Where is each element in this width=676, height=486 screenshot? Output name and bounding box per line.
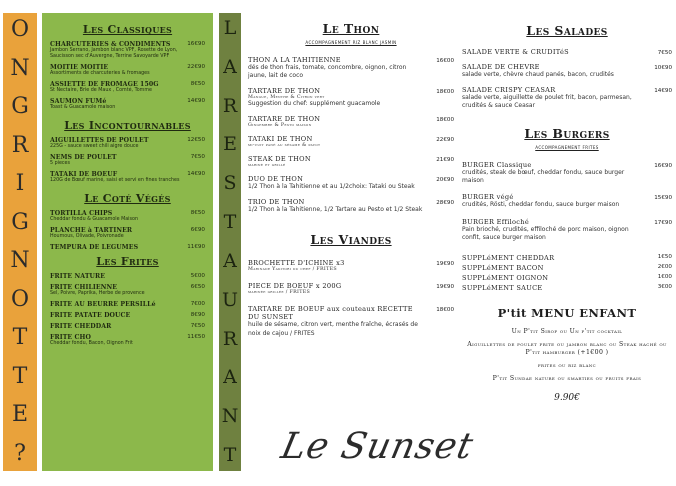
menu-item — [50, 41, 205, 60]
menu-item-name: SALADE DE CHEVRE — [462, 63, 540, 71]
section-thon — [248, 21, 454, 214]
menu-item-price: 14€90 — [654, 88, 672, 95]
supplement-item — [462, 264, 672, 272]
menu-item-text — [248, 87, 423, 108]
mains-column — [248, 13, 454, 471]
menu-item-price: 7€00 — [190, 300, 205, 307]
section-classiques — [50, 23, 205, 111]
banner-letter: R — [222, 94, 238, 117]
menu-item-text — [50, 284, 180, 297]
menu-item-desc: Toast & Guacamole maison — [50, 104, 116, 110]
menu-item-name: FRITE CHEDDAR — [50, 322, 112, 330]
section-title: Les Salades — [526, 23, 608, 38]
menu-item-name: SAUMON FUMé — [50, 97, 107, 105]
menu-item-price: 20€90 — [436, 177, 454, 184]
menu-item-desc: 1/2 Thon à la Tahitienne, 1/2 Tartare au Pesto et 1/2 Steak — [248, 206, 423, 214]
menu-item — [462, 86, 672, 110]
menu-item-name: TORTILLA CHIPS — [50, 209, 113, 217]
menu-item-price: 18€00 — [436, 307, 454, 314]
menu-item-price: 16€90 — [654, 163, 672, 170]
menu-item-text — [50, 227, 180, 240]
menu-item — [50, 301, 205, 308]
banner-letter: L — [223, 17, 237, 39]
menu-item — [50, 227, 205, 240]
section-vege — [50, 192, 205, 251]
supplement-name: SUPPLéMENT SAUCE — [462, 283, 543, 292]
banner-letter: ? — [14, 440, 26, 466]
menu-item — [50, 273, 205, 280]
menu-item-price: 22€90 — [436, 137, 454, 144]
right-column — [462, 13, 672, 471]
menu-item-text — [50, 154, 180, 167]
menu-item — [462, 48, 672, 56]
section-title: Les Viandes — [310, 232, 392, 248]
menu-item-text — [50, 137, 180, 150]
banner-letter: N — [10, 55, 30, 81]
menu-item — [248, 175, 454, 191]
menu-item — [248, 282, 454, 295]
menu-item-name: DUO DE THON — [248, 175, 304, 184]
banner-letter: T — [12, 325, 28, 351]
section-title: P'tit MENU ENFANT — [497, 305, 637, 320]
menu-item-text — [462, 86, 637, 110]
section-subtitle: accompagnement frites — [535, 145, 599, 152]
banner-letters — [219, 13, 241, 471]
menu-item-price: 19€90 — [436, 284, 454, 291]
menu-item-name: TARTARE DE THON — [248, 87, 321, 96]
banner-letter: A — [223, 249, 237, 272]
banner-letter: G — [11, 209, 29, 235]
menu-item-price: 21€90 — [436, 157, 454, 164]
banner-letter: R — [222, 327, 238, 350]
section-salades — [462, 23, 672, 110]
menu-item-price: 17€90 — [654, 219, 672, 226]
menu-item-name: FRITE PATATE DOUCE — [50, 311, 131, 319]
menu-item-text — [462, 161, 637, 185]
menu-item-desc: Houmous, Olivade, Poivronade — [50, 233, 124, 239]
menu-item-sub: mariné et grillé — [248, 163, 286, 169]
supplement-name: SUPPLéMENT OIGNON — [462, 273, 549, 282]
menu-item-desc: crudités, steak de bœuf, cheddar fondu, sauce burger maison — [462, 169, 625, 185]
menu-item-name: FRITE AU BEURRE PERSILLé — [50, 300, 156, 308]
menu-item-name: FRITE CHO — [50, 333, 91, 341]
supplement-item — [462, 284, 672, 292]
menu-item-text — [462, 193, 637, 209]
section-incontournables — [50, 119, 205, 184]
banner-letter: R — [11, 132, 29, 158]
menu-item-name: THON A LA TAHITIENNE — [248, 56, 341, 64]
section-enfant — [462, 306, 672, 403]
menu-item-text — [248, 198, 423, 214]
menu-item — [248, 87, 454, 108]
menu-item-price: 7€50 — [190, 322, 205, 329]
menu-item-sub: Gingembre & Pesto maison — [248, 123, 312, 129]
supplement-name: SUPPLéMENT CHEDDAR — [462, 253, 555, 262]
supplement-price: 1€00 — [657, 273, 672, 280]
menu-item-text — [462, 63, 637, 79]
menu-item — [248, 259, 454, 272]
menu-item-price: 14€90 — [187, 170, 205, 177]
menu-item-name: ASSIETTE DE FROMAGE 150G — [50, 80, 159, 88]
menu-item-desc: Assortiments de charcuteries & fromages — [50, 70, 150, 76]
menu-item-name: SALADE VERTE & CRUDITéS — [462, 48, 569, 56]
menu-item — [462, 161, 672, 185]
menu-item-text — [50, 81, 180, 94]
menu-item-desc: Cheddar fondu, Bacon, Oignon Frit — [50, 340, 133, 346]
banner-letter: N — [10, 248, 30, 274]
menu-item-price: 7€50 — [657, 50, 672, 56]
menu-item-text — [462, 218, 637, 242]
menu-item-name: FRITE CHILIENNE — [50, 283, 118, 291]
menu-item-name: NEMS DE POULET — [50, 153, 117, 161]
menu-item-desc: 5 pieces — [50, 160, 70, 166]
banner-letters — [3, 13, 37, 471]
menu-item-desc: dés de thon frais, tomate, concombre, oignon, citron jaune, lait de coco — [248, 64, 407, 80]
menu-item-text — [248, 305, 423, 337]
banner-letter: A — [223, 55, 237, 78]
menu-item-text — [50, 334, 180, 347]
menu-item — [248, 135, 454, 148]
menu-item-text — [248, 115, 423, 128]
menu-item — [50, 210, 205, 223]
section-title: Les Frites — [96, 254, 159, 268]
menu-item-name: PLANCHE à TARTINER — [50, 226, 133, 234]
menu-item — [462, 218, 672, 242]
menu-item-desc: Cheddar fondu & Guacamole Maison — [50, 216, 138, 222]
menu-item — [50, 334, 205, 347]
ongrignotte-banner — [3, 13, 37, 471]
menu-item-name: CHARCUTERIES & CONDIMENTS — [50, 41, 171, 48]
banner-letter: I — [15, 171, 25, 197]
menu-item-sub: Mangue, Menthe & Citron vert — [248, 95, 325, 101]
la-restaurant-banner — [219, 13, 241, 471]
menu-item-text — [50, 323, 180, 330]
banner-letter: O — [10, 17, 30, 42]
menu-item — [462, 63, 672, 79]
signature-logo: Le Sunset — [277, 426, 478, 467]
banner-letter: T — [223, 443, 237, 466]
menu-item-price: 5€00 — [190, 272, 205, 279]
banner-letter: A — [223, 366, 237, 389]
banner-letter: O — [10, 286, 30, 312]
menu-item-desc: 225G - sauce sweet chili aigre douce — [50, 143, 139, 149]
menu-item-name: BURGER Effiloché — [462, 217, 530, 226]
supplement-price: 3€00 — [657, 283, 672, 290]
menu-item — [50, 154, 205, 167]
supplement-price: 1€50 — [657, 253, 672, 260]
menu-item-price: 8€90 — [190, 311, 205, 318]
banner-letter: E — [11, 402, 29, 428]
supplement-item — [462, 274, 672, 282]
menu-item-price: 16€00 — [436, 58, 454, 64]
kids-menu-price: 9.90€ — [554, 393, 580, 404]
menu-item-name: BURGER végé — [462, 193, 514, 202]
appetizers-panel — [42, 13, 213, 471]
menu-item — [50, 81, 205, 94]
menu-item-price: 10€90 — [654, 65, 672, 71]
menu-item — [50, 137, 205, 150]
menu-item-price: 18€00 — [436, 89, 454, 96]
banner-letter: T — [12, 363, 28, 389]
menu-item-text — [50, 64, 180, 77]
menu-item-price: 15€90 — [654, 195, 672, 202]
menu-item-price: 28€90 — [436, 200, 454, 207]
menu-item — [248, 198, 454, 214]
menu-item-name: AIGUILLETTES DE POULET — [50, 136, 149, 144]
menu-item — [50, 323, 205, 330]
menu-item — [50, 98, 205, 111]
banner-letter: N — [221, 405, 239, 428]
section-burgers — [462, 126, 672, 241]
menu-item-price: 18€00 — [436, 117, 454, 124]
section-viandes — [248, 232, 454, 337]
section-frites — [50, 255, 205, 347]
section-title: Le Thon — [322, 21, 380, 36]
menu-item-name: FRITE NATURE — [50, 272, 106, 280]
menu-item — [50, 171, 205, 184]
banner-letter: U — [221, 288, 238, 311]
banner-letter: S — [223, 172, 237, 195]
menu-item-text — [50, 273, 180, 280]
menu-item-text — [50, 171, 180, 184]
menu-item-price: 11€50 — [187, 333, 205, 340]
menu-item-text — [248, 56, 423, 80]
menu-item — [50, 244, 205, 251]
section-title: Les Burgers — [524, 126, 610, 142]
menu-item-desc: 120G de Bœuf mariné, saisi et servi en fines tranches — [50, 177, 180, 183]
menu-item-price: 11€90 — [187, 243, 205, 250]
menu-item-desc: salade verte, chèvre chaud panés, bacon, crudités — [462, 71, 614, 78]
menu-item-text — [248, 282, 423, 295]
menu-item-price: 8€50 — [190, 209, 205, 216]
menu-item-text — [50, 301, 180, 308]
menu-item-desc: Suggestion du chef: supplément guacamole — [248, 100, 381, 108]
menu-item-text — [50, 244, 180, 251]
menu-item-price: 22€90 — [187, 63, 205, 70]
kids-menu-line: frites ou riz blanc — [537, 361, 597, 369]
banner-letter: T — [223, 211, 237, 234]
supplement-price: 2€00 — [657, 263, 672, 270]
menu-item-desc: crudités, Rösti, cheddar fondu, sauce burger maison — [462, 201, 620, 209]
menu-item-name: TARTARE DE THON — [248, 115, 321, 124]
menu-item-name: BURGER Classique — [462, 161, 532, 170]
menu-item — [462, 193, 672, 209]
section-title: Les Classiques — [82, 23, 173, 36]
menu-item-name: TATAKI DE BOEUF — [50, 170, 118, 178]
menu-item-desc: Sel, Poivre, Paprika, Herbe de provence — [50, 290, 145, 296]
menu-item-text — [462, 48, 637, 56]
banner-letter: G — [11, 94, 29, 120]
section-title: Le Coté Végés — [84, 191, 171, 205]
section-subtitle: accompagnement riz blanc jasmin — [305, 40, 397, 46]
banner-letter: E — [223, 133, 237, 156]
supplement-name: SUPPLéMENT BACON — [462, 263, 544, 272]
kids-menu-line: Aiguillettes de poulet frite ou jambon blanc ou Steak haché ou P'tit hamburger (+1€00 ) — [467, 340, 667, 356]
menu-item-name: MOITIE MOITIE — [50, 63, 109, 71]
menu-item-text — [50, 210, 180, 223]
menu-item-price: 12€50 — [187, 136, 205, 143]
menu-item-desc: 1/2 Thon à la Tahitienne et au 1/2choix: Tataki ou Steak — [248, 183, 415, 191]
menu-item-price: 6€90 — [190, 226, 205, 233]
menu-item-name: TATAKI DE THON — [248, 135, 313, 144]
supplement-item — [462, 254, 672, 262]
menu-item-desc: St Nectaire, Brie de Maux , Comté, Tomme — [50, 87, 152, 93]
kids-menu-line: Un P'tit Sirop ou Un p'tit cocktail — [511, 327, 623, 335]
menu-item — [50, 64, 205, 77]
menu-item — [248, 305, 454, 337]
menu-item-name: TRIO DE THON — [248, 198, 305, 207]
menu-item-name: SALADE CRISPY CEASAR — [462, 86, 556, 95]
kids-menu-lines — [462, 328, 672, 383]
menu-item-price: 14€90 — [187, 97, 205, 104]
menu-item-sub: Marinade Yakitori du chef / FRITES — [248, 267, 337, 273]
menu-item — [50, 312, 205, 319]
menu-item-text — [248, 155, 423, 168]
kids-menu-line: P'tit Sundae nature ou smarties ou fruits frais — [492, 375, 642, 382]
menu-item-text — [248, 259, 423, 272]
menu-item-text — [248, 175, 423, 191]
menu-item-desc: salade verte, aiguillette de poulet frit, bacon, parmesan, crudités & sauce Ceasar — [462, 94, 632, 110]
menu-item-name: TEMPURA DE LEGUMES — [50, 243, 139, 251]
menu-item-text — [50, 41, 180, 60]
menu-item-price: 7€50 — [190, 153, 205, 160]
menu-item-price: 16€90 — [187, 41, 205, 47]
menu-item-desc: Pain brioché, crudités, effiloché de porc maison, oignon confit, sauce burger maison — [462, 225, 629, 241]
menu-item-name: BROCHETTE D'ICHINE x3 — [248, 259, 345, 268]
menu-item — [248, 56, 454, 80]
section-title: Les Incontournables — [64, 118, 191, 132]
menu-item-price: 19€90 — [436, 261, 454, 268]
menu-item-price: 8€50 — [190, 80, 205, 87]
menu-item-sub: mi-cuit pané au sésame & pavot — [248, 143, 321, 149]
menu-item — [248, 155, 454, 168]
menu-item-text — [50, 312, 180, 319]
menu-item-sub: marinée grillée / FRITES — [248, 290, 311, 296]
menu-item-name: PIECE DE BOEUF x 200G — [248, 282, 342, 291]
menu-item-name: STEAK DE THON — [248, 155, 311, 164]
menu-item — [248, 115, 454, 128]
menu-item-text — [248, 135, 423, 148]
menu-item-price: 6€50 — [190, 283, 205, 290]
menu-item-desc: Jambon Serrano, Jambon blanc VPF, Rosette de Lyon, Saucisson sec d'Auvergne, Terrine Savoyarde VPF — [50, 48, 178, 59]
menu-item-desc: huile de sésame, citron vert, menthe fraîche, écrasés de noix de cajou / FRITES — [248, 321, 418, 337]
menu-item — [50, 284, 205, 297]
menu-item-text — [50, 98, 180, 111]
supplements-list — [462, 254, 672, 292]
menu-item-name: TARTARE DE BOEUF aux couteaux RECETTE DU SUNSET — [248, 305, 413, 322]
